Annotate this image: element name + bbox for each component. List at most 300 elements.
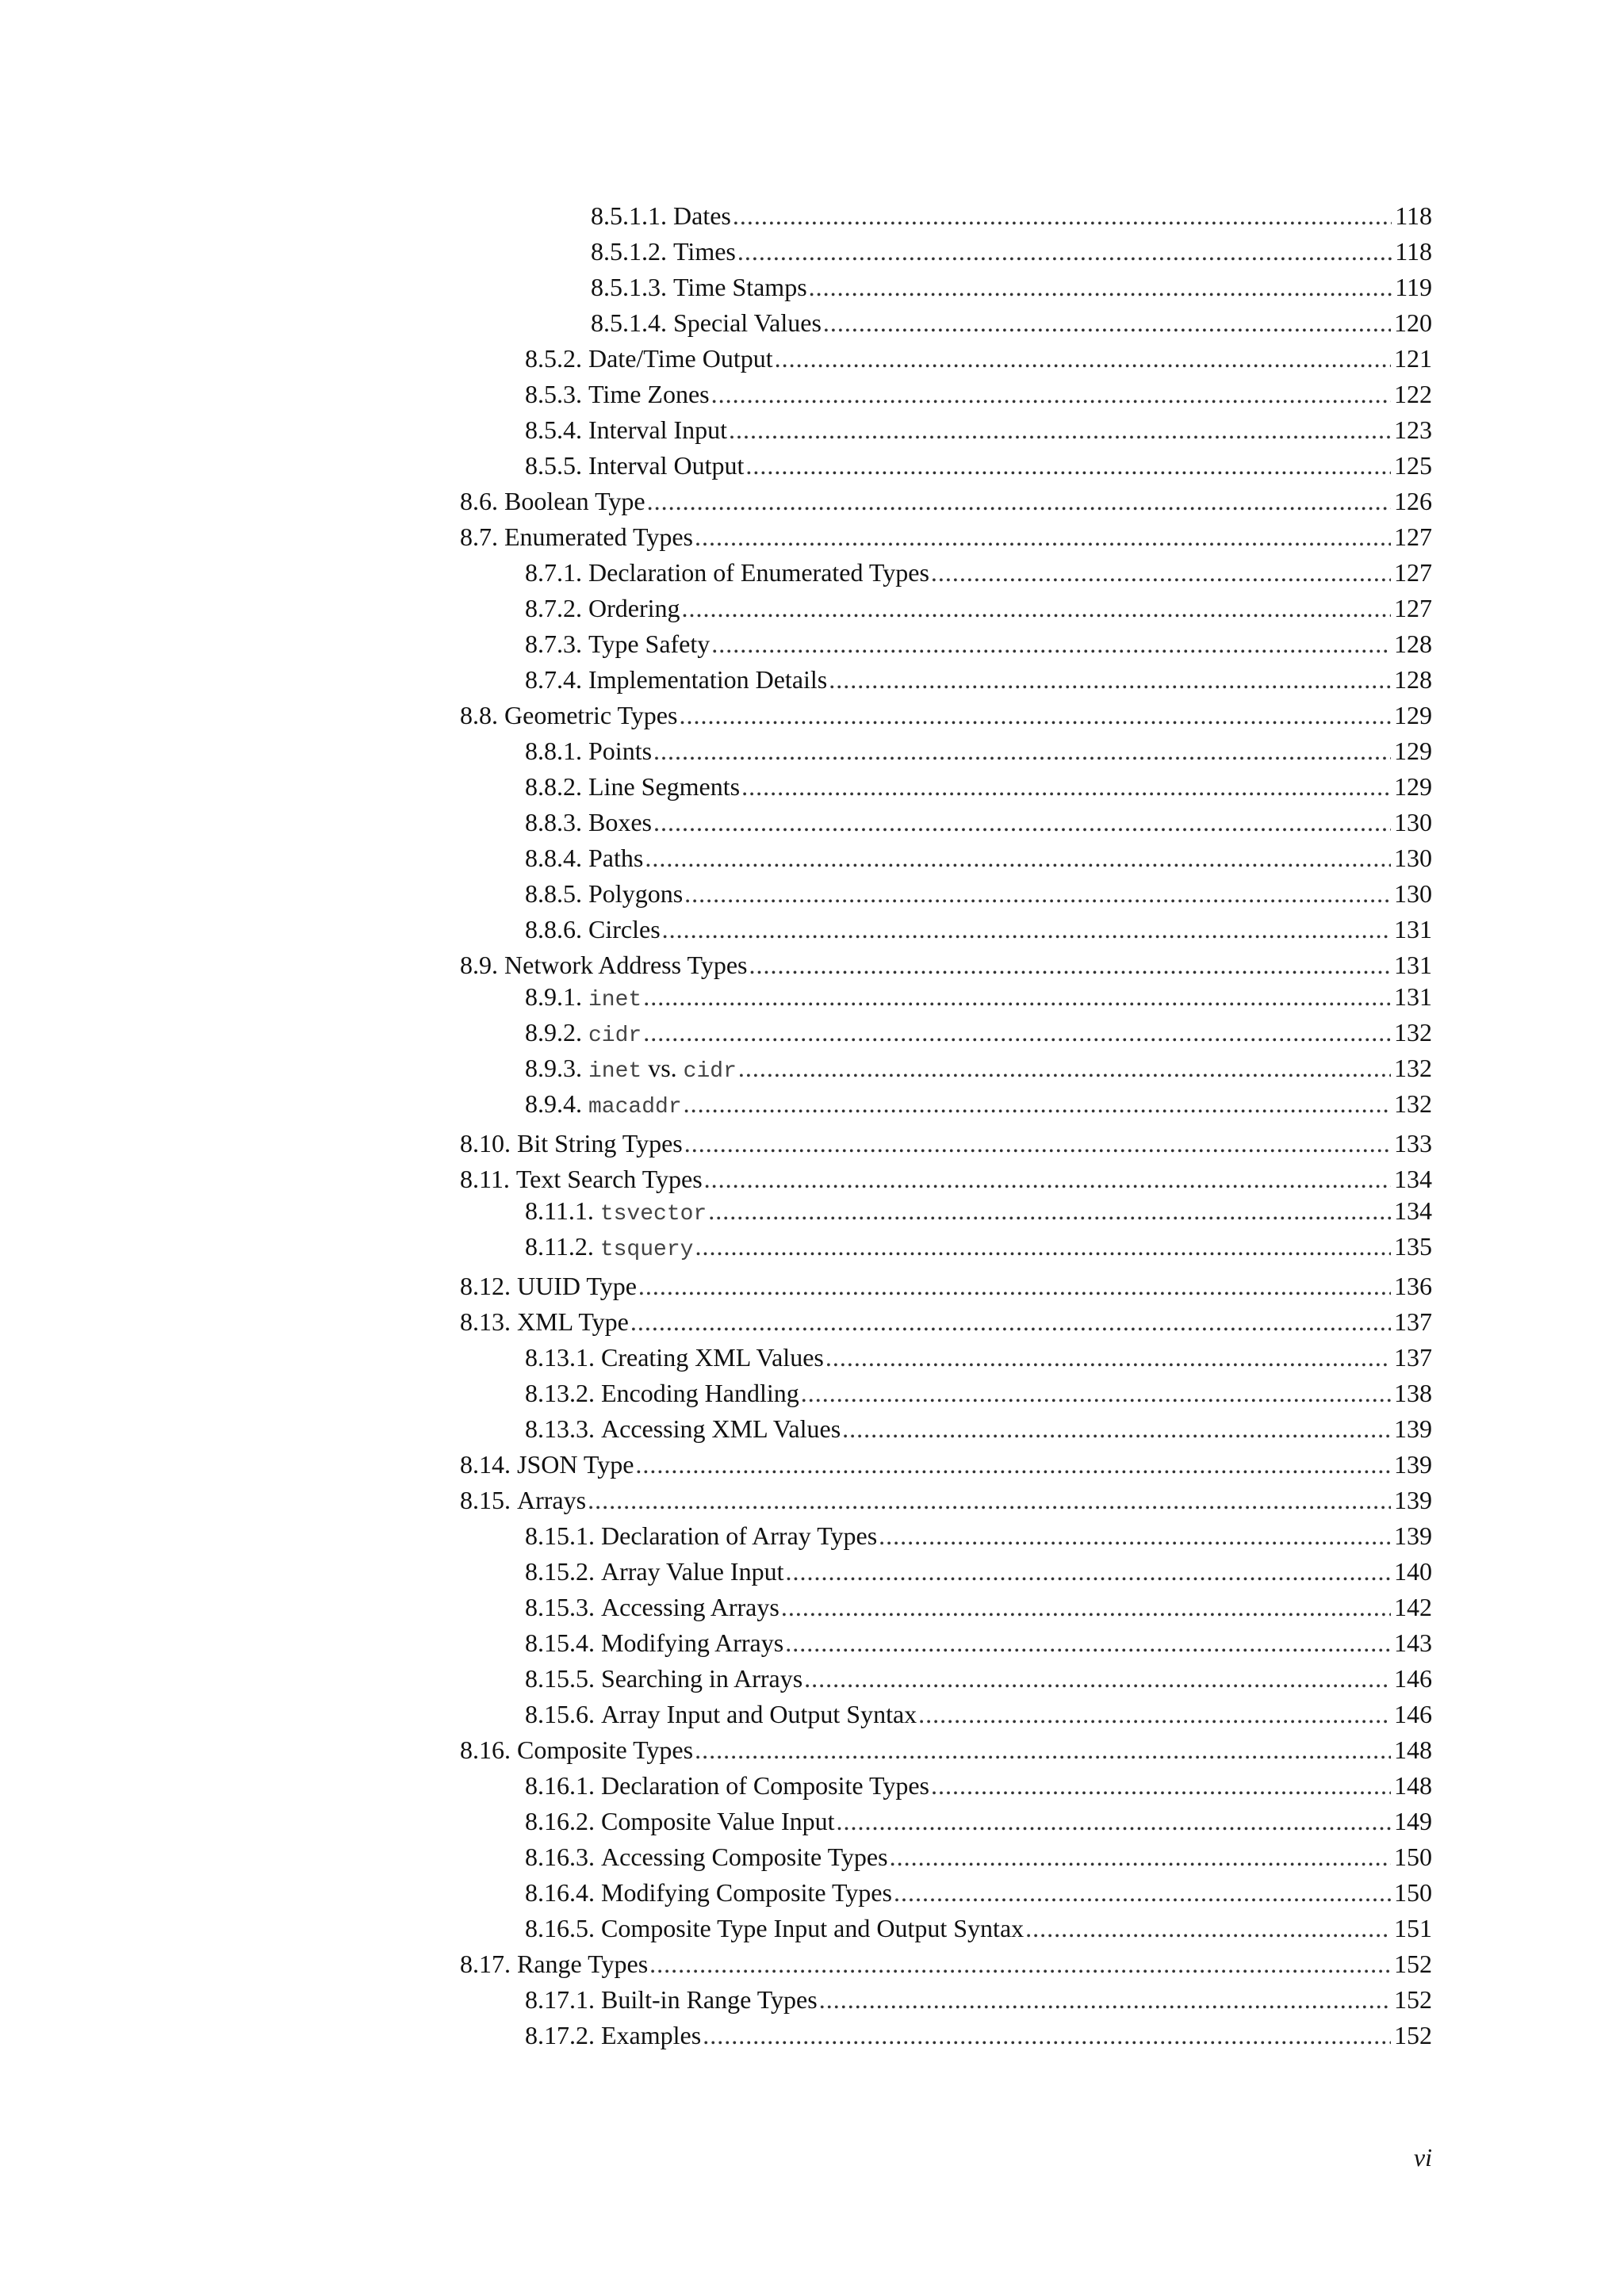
dot-leader	[684, 1127, 1391, 1159]
section-number: 8.15.1.	[525, 1521, 595, 1550]
page-reference: 137	[1394, 1307, 1432, 1336]
toc-entry-line	[525, 878, 1432, 909]
section-code-title: cidr	[588, 1024, 642, 1048]
section-title: Modifying Arrays	[601, 1628, 784, 1657]
toc-entry[interactable]	[525, 731, 1624, 767]
toc-entry[interactable]	[525, 981, 1624, 1016]
dot-leader	[711, 378, 1391, 410]
page-reference: 152	[1394, 2021, 1432, 2049]
page-reference: 131	[1394, 915, 1432, 943]
dot-leader	[695, 521, 1391, 553]
page-reference: 132	[1394, 1018, 1432, 1047]
section-title: Implementation Details	[588, 665, 828, 694]
section-title: Time Stamps	[673, 273, 807, 301]
toc-entry-line	[460, 699, 1432, 731]
dot-leader	[837, 1805, 1392, 1837]
section-title: Points	[588, 737, 653, 765]
section-title: XML Type	[517, 1307, 629, 1336]
page-reference: 139	[1394, 1486, 1432, 1514]
section-code-title: tsvector	[599, 1202, 707, 1226]
toc-entry[interactable]	[525, 1409, 1624, 1445]
page-reference: 127	[1394, 558, 1432, 587]
section-number: 8.17.2.	[525, 2021, 595, 2049]
section-title: Boxes	[588, 808, 652, 836]
section-number: 8.8.4.	[525, 844, 582, 872]
page-reference: 139	[1394, 1414, 1432, 1443]
dot-leader	[829, 664, 1391, 695]
toc-entry[interactable]	[525, 1337, 1624, 1373]
section-title: Modifying Composite Types	[601, 1878, 892, 1907]
section-number: 8.9.4.	[525, 1089, 582, 1118]
section-title: Line Segments	[588, 772, 741, 801]
section-number: 8.13.	[460, 1307, 511, 1336]
page-number: vi	[1413, 2143, 1432, 2172]
section-title: Array Value Input	[601, 1557, 784, 1586]
toc-entry-line	[525, 913, 1432, 945]
section-number: 8.12.	[460, 1272, 511, 1300]
dot-leader	[703, 2019, 1391, 2051]
section-title: Interval Output	[588, 451, 745, 480]
toc-entry[interactable]	[525, 1623, 1624, 1659]
toc-entry[interactable]	[460, 517, 1624, 553]
toc-entry-line	[591, 307, 1432, 339]
page-reference: 151	[1394, 1914, 1432, 1942]
section-title: Composite Value Input	[601, 1807, 835, 1835]
toc-entry[interactable]	[525, 1516, 1624, 1552]
section-number: 8.16.4.	[525, 1878, 595, 1907]
page-reference: 136	[1394, 1272, 1432, 1300]
dot-leader	[653, 806, 1391, 838]
dot-leader	[737, 235, 1392, 267]
dot-leader	[684, 878, 1391, 909]
section-number: 8.11.	[460, 1165, 510, 1193]
toc-entry[interactable]	[525, 1873, 1624, 1908]
toc-entry[interactable]	[525, 339, 1624, 374]
toc-entry-line	[525, 1627, 1432, 1659]
page-reference: 149	[1394, 1807, 1432, 1835]
toc-entry[interactable]	[525, 1052, 1624, 1088]
page-reference: 121	[1394, 344, 1432, 373]
section-title: Boolean Type	[504, 487, 645, 515]
toc-entry-line	[460, 949, 1432, 981]
section-code-title: cidr	[683, 1059, 737, 1084]
page-reference: 143	[1394, 1628, 1432, 1657]
page-reference: 127	[1394, 594, 1432, 622]
section-number: 8.15.2.	[525, 1557, 595, 1586]
section-number: 8.8.2.	[525, 772, 582, 801]
toc-entry[interactable]	[525, 553, 1624, 588]
page-reference: 150	[1394, 1843, 1432, 1871]
section-number: 8.13.2.	[525, 1379, 595, 1407]
section-title: Encoding Handling	[601, 1379, 799, 1407]
toc-entry-line	[460, 1270, 1432, 1302]
toc-entry[interactable]	[525, 1837, 1624, 1873]
page-reference: 127	[1394, 522, 1432, 551]
section-number: 8.13.3.	[525, 1414, 595, 1443]
toc-entry[interactable]	[460, 1123, 1624, 1159]
toc-entry-line	[525, 1413, 1432, 1445]
section-number: 8.5.5.	[525, 451, 582, 480]
page-reference: 129	[1394, 772, 1432, 801]
page-reference: 148	[1394, 1735, 1432, 1764]
section-number: 8.9.	[460, 951, 498, 979]
section-title: Declaration of Composite Types	[601, 1771, 929, 1800]
toc-entry-line	[460, 521, 1432, 553]
toc-entry-line	[525, 1663, 1432, 1694]
dot-leader	[879, 1520, 1391, 1552]
dot-leader	[684, 1088, 1391, 1119]
toc-entry[interactable]	[525, 1373, 1624, 1409]
section-number: 8.16.2.	[525, 1807, 595, 1835]
section-number: 8.5.4.	[525, 415, 582, 444]
toc-entry[interactable]	[460, 695, 1624, 731]
page-reference: 150	[1394, 1878, 1432, 1907]
section-number: 8.7.3.	[525, 629, 582, 658]
page-reference: 118	[1395, 201, 1432, 230]
toc-entry-line	[525, 378, 1432, 410]
toc-entry-line	[591, 271, 1432, 303]
toc-entry[interactable]	[525, 1659, 1624, 1694]
toc-entry[interactable]	[525, 446, 1624, 481]
toc-entry[interactable]	[525, 874, 1624, 909]
toc-entry-line	[525, 1052, 1432, 1088]
section-number: 8.7.4.	[525, 665, 582, 694]
toc-entry-line	[525, 1912, 1432, 1944]
toc-entry[interactable]	[460, 945, 1624, 981]
toc-entry[interactable]	[460, 1944, 1624, 1980]
section-number: 8.5.1.4.	[591, 308, 667, 337]
section-number: 8.8.1.	[525, 737, 582, 765]
page-reference: 133	[1394, 1129, 1432, 1158]
dot-leader	[825, 1341, 1391, 1373]
toc-entry[interactable]	[525, 1195, 1624, 1230]
dot-leader	[711, 628, 1391, 660]
toc-entry-line	[460, 1127, 1432, 1159]
section-number: 8.8.	[460, 701, 498, 729]
toc-entry-line	[460, 1484, 1432, 1516]
dot-leader	[704, 1163, 1391, 1195]
toc-entry[interactable]	[460, 1445, 1624, 1480]
section-title: Geometric Types	[504, 701, 678, 729]
dot-leader	[682, 592, 1391, 624]
section-code-title: inet	[588, 988, 642, 1012]
page-reference: 146	[1394, 1664, 1432, 1693]
dot-leader	[662, 913, 1391, 945]
dot-leader	[785, 1556, 1391, 1587]
toc-entry[interactable]	[525, 909, 1624, 945]
toc-entry[interactable]	[591, 232, 1624, 267]
toc-entry-line	[525, 1088, 1432, 1123]
dot-leader	[749, 949, 1391, 981]
toc-entry-line	[525, 2019, 1432, 2051]
toc-entry-line	[525, 664, 1432, 695]
dot-leader	[745, 450, 1391, 481]
toc-entry-line	[525, 628, 1432, 660]
section-number: 8.5.1.2.	[591, 237, 667, 266]
section-number: 8.6.	[460, 487, 498, 515]
dot-leader	[804, 1663, 1391, 1694]
page-reference: 139	[1394, 1450, 1432, 1479]
toc-entry-line	[525, 1698, 1432, 1730]
dot-leader	[638, 1270, 1391, 1302]
toc-entry-line	[591, 235, 1432, 267]
section-title: Paths	[588, 844, 644, 872]
toc-entry-line	[525, 1770, 1432, 1801]
section-title: Text Search Types	[515, 1165, 703, 1193]
page-reference: 130	[1394, 879, 1432, 908]
toc-entry[interactable]	[460, 481, 1624, 517]
dot-leader	[781, 1591, 1391, 1623]
toc-entry[interactable]	[525, 802, 1624, 838]
dot-leader	[918, 1698, 1391, 1730]
dot-leader	[809, 271, 1392, 303]
dot-leader	[649, 1948, 1391, 1980]
section-number: 8.7.	[460, 522, 498, 551]
section-title: Built-in Range Types	[601, 1985, 818, 2014]
section-number: 8.16.5.	[525, 1914, 595, 1942]
section-number: 8.9.2.	[525, 1018, 582, 1047]
dot-leader	[819, 1984, 1391, 2015]
section-number: 8.16.3.	[525, 1843, 595, 1871]
toc-entry[interactable]	[525, 1694, 1624, 1730]
toc-entry[interactable]	[460, 1266, 1624, 1302]
toc-entry-line	[460, 1163, 1432, 1195]
section-number: 8.16.1.	[525, 1771, 595, 1800]
section-number: 8.5.1.3.	[591, 273, 667, 301]
page-reference: 130	[1394, 808, 1432, 836]
dot-leader	[588, 1484, 1391, 1516]
dot-leader	[931, 1770, 1391, 1801]
section-title: Declaration of Array Types	[601, 1521, 878, 1550]
section-number: 8.15.	[460, 1486, 511, 1514]
section-number: 8.13.1.	[525, 1343, 595, 1372]
dot-leader	[708, 1195, 1391, 1226]
section-title: Accessing XML Values	[601, 1414, 841, 1443]
toc-entry[interactable]	[525, 410, 1624, 446]
page-reference: 132	[1394, 1089, 1432, 1118]
section-number: 8.17.	[460, 1950, 511, 1978]
dot-leader	[738, 1052, 1391, 1084]
section-number: 8.7.1.	[525, 558, 582, 587]
section-number: 8.7.2.	[525, 594, 582, 622]
section-number: 8.8.6.	[525, 915, 582, 943]
page-reference: 142	[1394, 1593, 1432, 1621]
section-title: Accessing Arrays	[601, 1593, 779, 1621]
section-code-title: tsquery	[599, 1238, 694, 1262]
dot-leader	[894, 1877, 1391, 1908]
section-title: Searching in Arrays	[601, 1664, 803, 1693]
dot-leader	[643, 981, 1391, 1012]
section-number: 8.17.1.	[525, 1985, 595, 2014]
page-reference: 138	[1394, 1379, 1432, 1407]
page-reference: 132	[1394, 1054, 1432, 1082]
toc-entry[interactable]	[460, 1302, 1624, 1337]
section-title: Bit String Types	[517, 1129, 683, 1158]
toc-entry[interactable]	[525, 838, 1624, 874]
dot-leader	[1025, 1912, 1391, 1944]
section-title: Date/Time Output	[588, 344, 773, 373]
toc-entry-line	[525, 557, 1432, 588]
dot-leader	[801, 1377, 1391, 1409]
toc-entry-line	[525, 1984, 1432, 2015]
section-title: Arrays	[517, 1486, 587, 1514]
dot-leader	[647, 485, 1391, 517]
section-number: 8.15.5.	[525, 1664, 595, 1693]
section-number: 8.8.3.	[525, 808, 582, 836]
section-title: Times	[673, 237, 736, 266]
page-reference: 129	[1394, 701, 1432, 729]
dot-leader	[842, 1413, 1391, 1445]
toc-entry-line	[525, 735, 1432, 767]
page-reference: 130	[1394, 844, 1432, 872]
toc-entry[interactable]	[525, 1552, 1624, 1587]
page-reference: 123	[1394, 415, 1432, 444]
toc-entry[interactable]	[525, 1016, 1624, 1052]
page-reference: 139	[1394, 1521, 1432, 1550]
dot-leader	[733, 200, 1392, 232]
section-title: Circles	[588, 915, 661, 943]
toc-entry-line	[460, 1448, 1432, 1480]
dot-leader	[645, 842, 1391, 874]
toc-entry[interactable]	[591, 267, 1624, 303]
dot-leader	[695, 1734, 1391, 1766]
section-title: Examples	[601, 2021, 702, 2049]
page-reference: 152	[1394, 1985, 1432, 2014]
toc-entry[interactable]	[525, 2015, 1624, 2051]
dot-leader	[653, 735, 1391, 767]
toc-entry-line	[525, 342, 1432, 374]
section-title: Dates	[673, 201, 731, 230]
page-reference: 134	[1394, 1196, 1432, 1225]
page-reference: 134	[1394, 1165, 1432, 1193]
section-title: Array Input and Output Syntax	[601, 1700, 917, 1728]
section-title: Ordering	[588, 594, 680, 622]
toc-entry-line	[525, 1805, 1432, 1837]
page-reference: 129	[1394, 737, 1432, 765]
page-reference: 125	[1394, 451, 1432, 480]
toc-entry[interactable]	[591, 303, 1624, 339]
toc-entry[interactable]	[525, 1801, 1624, 1837]
toc-entry-line	[525, 1195, 1432, 1230]
page-reference: 126	[1394, 487, 1432, 515]
toc-entry-line	[525, 414, 1432, 446]
toc-entry-line	[525, 450, 1432, 481]
section-title: Composite Types	[517, 1735, 694, 1764]
page-reference: 120	[1394, 308, 1432, 337]
table-of-contents	[0, 196, 1624, 2051]
dot-leader	[931, 557, 1391, 588]
toc-entry-line	[591, 200, 1432, 232]
toc-entry[interactable]	[525, 374, 1624, 410]
toc-entry-line	[525, 1841, 1432, 1873]
toc-entry[interactable]	[525, 660, 1624, 695]
page-reference: 135	[1394, 1232, 1432, 1261]
toc-entry[interactable]	[460, 1480, 1624, 1516]
section-title: Creating XML Values	[601, 1343, 824, 1372]
section-title: Accessing Composite Types	[601, 1843, 888, 1871]
toc-entry[interactable]	[525, 624, 1624, 660]
section-number: 8.8.5.	[525, 879, 582, 908]
toc-entry-line	[525, 1016, 1432, 1052]
toc-entry-line	[525, 1591, 1432, 1623]
section-title: Time Zones	[588, 380, 710, 408]
toc-entry-line	[525, 806, 1432, 838]
page-reference: 119	[1395, 273, 1432, 301]
toc-entry-line	[460, 1948, 1432, 1980]
toc-entry[interactable]	[525, 1908, 1624, 1944]
toc-entry-line	[460, 1306, 1432, 1337]
section-number: 8.15.4.	[525, 1628, 595, 1657]
section-number: 8.5.3.	[525, 380, 582, 408]
page-reference: 131	[1394, 951, 1432, 979]
toc-entry[interactable]	[460, 1730, 1624, 1766]
section-number: 8.11.2.	[525, 1232, 594, 1261]
toc-entry[interactable]	[591, 196, 1624, 232]
toc-entry-line	[525, 1377, 1432, 1409]
section-number: 8.5.2.	[525, 344, 582, 373]
toc-entry-line	[525, 1520, 1432, 1552]
section-title: Special Values	[673, 308, 822, 337]
section-number: 8.16.	[460, 1735, 511, 1764]
dot-leader	[823, 307, 1391, 339]
toc-entry-line	[525, 842, 1432, 874]
toc-entry-line	[525, 1877, 1432, 1908]
page-reference: 128	[1394, 629, 1432, 658]
toc-entry-line	[525, 981, 1432, 1016]
section-title: Interval Input	[588, 415, 728, 444]
page-reference: 122	[1394, 380, 1432, 408]
section-number: 8.11.1.	[525, 1196, 594, 1225]
toc-entry-line	[525, 1556, 1432, 1587]
page-reference: 118	[1395, 237, 1432, 266]
toc-entry-line	[460, 485, 1432, 517]
toc-entry[interactable]	[525, 1587, 1624, 1623]
toc-entry[interactable]	[525, 1230, 1624, 1266]
section-title: Declaration of Enumerated Types	[588, 558, 929, 587]
toc-entry[interactable]	[525, 1766, 1624, 1801]
page-reference: 148	[1394, 1771, 1432, 1800]
dot-leader	[729, 414, 1391, 446]
section-number: 8.5.1.1.	[591, 201, 667, 230]
toc-entry[interactable]	[525, 767, 1624, 802]
section-title: Polygons	[588, 879, 684, 908]
dot-leader	[775, 342, 1391, 374]
dot-leader	[630, 1306, 1391, 1337]
toc-entry[interactable]	[525, 1980, 1624, 2015]
toc-entry[interactable]	[525, 588, 1624, 624]
section-title: Enumerated Types	[504, 522, 693, 551]
dot-leader	[741, 771, 1391, 802]
dot-leader	[635, 1448, 1391, 1480]
toc-entry[interactable]	[460, 1159, 1624, 1195]
section-number: 8.9.3.	[525, 1054, 582, 1082]
dot-leader	[890, 1841, 1391, 1873]
section-number: 8.15.6.	[525, 1700, 595, 1728]
page-reference: 131	[1394, 982, 1432, 1011]
toc-entry-line	[525, 771, 1432, 802]
toc-entry[interactable]	[525, 1088, 1624, 1123]
toc-entry-line	[525, 592, 1432, 624]
section-number: 8.14.	[460, 1450, 511, 1479]
section-title: UUID Type	[517, 1272, 637, 1300]
dot-leader	[785, 1627, 1391, 1659]
section-title: Type Safety	[588, 629, 710, 658]
section-number: 8.10.	[460, 1129, 511, 1158]
dot-leader	[679, 699, 1391, 731]
page-reference: 128	[1394, 665, 1432, 694]
toc-entry-line	[460, 1734, 1432, 1766]
toc-entry-line	[525, 1341, 1432, 1373]
